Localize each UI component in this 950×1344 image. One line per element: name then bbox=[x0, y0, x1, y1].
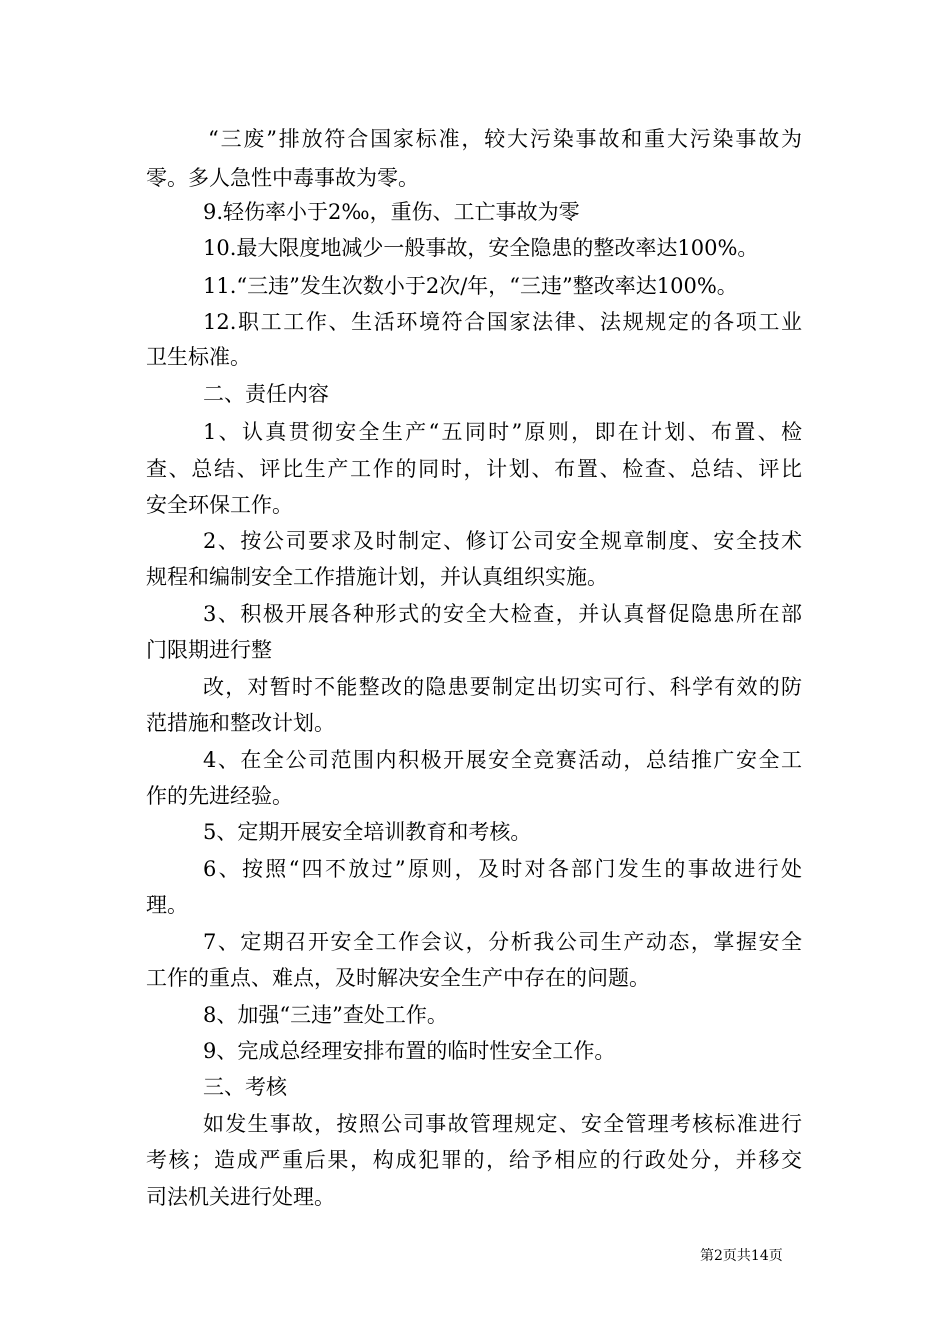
paragraph-line: 查、总结、评比生产工作的同时，计划、布置、检查、总结、评比 bbox=[146, 457, 802, 481]
paragraph-line: 理。 bbox=[146, 893, 188, 917]
paragraph-line: 范措施和整改计划。 bbox=[146, 711, 335, 735]
list-item-7: 7、定期召开安全工作会议，分析我公司生产动态，掌握安全 bbox=[203, 930, 802, 954]
paragraph-line: 改，对暂时不能整改的隐患要制定出切实可行、科学有效的防 bbox=[203, 675, 802, 699]
section-heading-responsibility: 二、责任内容 bbox=[203, 382, 329, 406]
paragraph-line: 门限期进行整 bbox=[146, 638, 272, 662]
list-item-12: 12.职工工作、生活环境符合国家法律、法规规定的各项工业 bbox=[203, 310, 802, 334]
paragraph-line: 工作的重点、难点，及时解决安全生产中存在的问题。 bbox=[146, 966, 650, 990]
list-item-1: 1、认真贯彻安全生产“五同时”原则，即在计划、布置、检 bbox=[203, 420, 802, 444]
list-item-4: 4、在全公司范围内积极开展安全竞赛活动，总结推广安全工 bbox=[203, 748, 802, 772]
list-item-11: 11.“三违”发生次数小于2次/年，“三违”整改率达100%。 bbox=[203, 274, 738, 298]
list-item-9: 9.轻伤率小于2‰，重伤、工亡事故为零 bbox=[203, 200, 580, 224]
list-item-9-duty: 9、完成总经理安排布置的临时性安全工作。 bbox=[203, 1039, 616, 1063]
page-number-footer: 第2页共14页 bbox=[700, 1248, 783, 1264]
list-item-6: 6、按照“四不放过”原则，及时对各部门发生的事故进行处 bbox=[203, 857, 802, 881]
paragraph-line: 考核；造成严重后果，构成犯罪的，给予相应的行政处分，并移交 bbox=[146, 1148, 802, 1172]
paragraph-line: 作的先进经验。 bbox=[146, 784, 293, 808]
paragraph-line: 如发生事故，按照公司事故管理规定、安全管理考核标准进行 bbox=[203, 1112, 802, 1136]
paragraph-line: 安全环保工作。 bbox=[146, 493, 293, 517]
section-heading-assessment: 三、考核 bbox=[203, 1075, 287, 1099]
list-item-8: 8、加强“三违”查处工作。 bbox=[203, 1003, 448, 1027]
list-item-10: 10.最大限度地减少一般事故，安全隐患的整改率达100%。 bbox=[203, 236, 759, 260]
list-item-5: 5、定期开展安全培训教育和考核。 bbox=[203, 820, 532, 844]
paragraph-line: 司法机关进行处理。 bbox=[146, 1185, 335, 1209]
paragraph-line: 卫生标准。 bbox=[146, 345, 251, 369]
list-item-3: 3、积极开展各种形式的安全大检查，并认真督促隐患所在部 bbox=[203, 602, 802, 626]
list-item-2: 2、按公司要求及时制定、修订公司安全规章制度、安全技术 bbox=[203, 529, 802, 553]
paragraph-line: “三废”排放符合国家标准，较大污染事故和重大污染事故为 bbox=[208, 127, 802, 151]
paragraph-line: 零。多人急性中毒事故为零。 bbox=[146, 166, 419, 190]
paragraph-line: 规程和编制安全工作措施计划，并认真组织实施。 bbox=[146, 565, 608, 589]
